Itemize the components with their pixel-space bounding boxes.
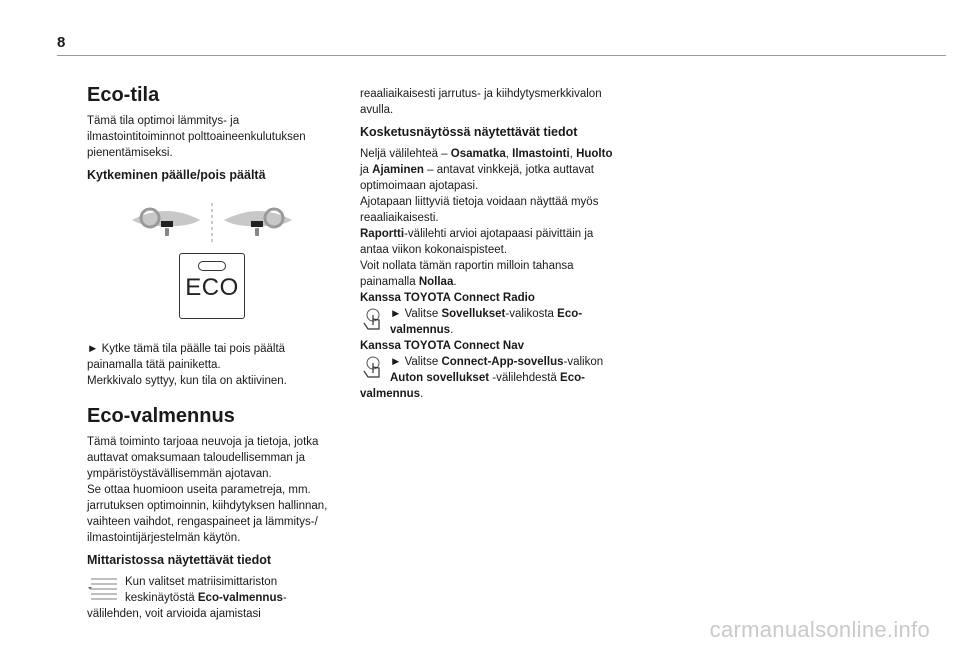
nav-step: ► Valitse Connect-App-sovellus-valikon Auton sovellukset -välilehdestä Eco-valmennus. bbox=[360, 356, 604, 400]
divider-dashed bbox=[210, 203, 214, 243]
radio-heading: Kanssa TOYOTA Connect Radio bbox=[360, 292, 535, 304]
left-column bbox=[87, 84, 337, 622]
steering-wheel-left-icon bbox=[130, 206, 202, 240]
reset-text: Voit nollata tämän raportin milloin tahansa painamalla Nollaa. bbox=[360, 260, 574, 288]
page-number: 8 bbox=[57, 34, 66, 51]
eco-step-text: ► Kytke tämä tila päälle tai pois päältä painamalla tätä painiketta. bbox=[87, 343, 286, 371]
report-text: Raportti-välilehti arvioi ajotapaasi päivittäin ja antaa viikon kokonaispisteet. bbox=[360, 228, 594, 256]
touch-finger-icon bbox=[360, 307, 384, 333]
eco-button-label: ECO bbox=[185, 274, 239, 301]
eco-indicator-text: Merkkivalo syttyy, kun tila on aktiivinen. bbox=[87, 375, 287, 387]
step-arrow-icon: ► bbox=[87, 343, 99, 355]
history-text: Ajotapaan liittyviä tietoja voidaan näyttää myös reaaliaikaisesti. bbox=[360, 196, 599, 224]
eco-button-illustration bbox=[87, 253, 337, 319]
eco-button-icon bbox=[179, 253, 245, 319]
switch-heading: Kytkeminen päälle/pois päältä bbox=[87, 168, 266, 182]
eco-coaching-title: Eco-valmennus bbox=[87, 405, 235, 427]
radio-step: ► Valitse Sovellukset-valikosta Eco-valmennus. bbox=[360, 306, 622, 338]
eco-mode-intro: Tämä tila optimoi lämmitys- ja ilmastointitoiminnot polttoaineenkulutuksen pienentämiseksi. bbox=[87, 115, 306, 159]
nav-arrow-icon: ► bbox=[390, 356, 402, 368]
continuation-text: reaaliaikaisesti jarrutus- ja kiihdytysmerkkivalon avulla. bbox=[360, 88, 602, 116]
steering-wheel-right-icon bbox=[222, 206, 294, 240]
steering-wheel-illustration bbox=[87, 203, 337, 243]
eco-mode-title: Eco-tila bbox=[87, 84, 160, 106]
right-column bbox=[360, 86, 622, 402]
cluster-heading: Mittaristossa näytettävät tiedot bbox=[87, 553, 272, 567]
eco-coaching-intro-1: Tämä toiminto tarjoaa neuvoja ja tietoja, jotka auttavat omaksumaan taloudellisemman ja ympäristöystävällisemmän ajotavan. bbox=[87, 436, 319, 480]
eco-coaching-intro-2: Se ottaa huomioon useita parametreja, mm. jarrutuksen optimoinnin, kiihdytyksen hallinnan, vaihteen vaihdot, rengaspaineet ja lämmitys-/ ilmastointijärjestelmän käytön. bbox=[87, 484, 328, 544]
header-rule bbox=[57, 55, 946, 56]
touch-finger-icon bbox=[360, 355, 384, 381]
eco-indicator-light bbox=[198, 261, 226, 271]
radio-arrow-icon: ► bbox=[390, 308, 402, 320]
tabs-text: Neljä välilehteä – Osamatka, Ilmastointi, Huolto ja Ajaminen – antavat vinkkejä, jotka auttavat optimoimaan ajotapasi. bbox=[360, 148, 613, 192]
watermark: carmanualsonline.info bbox=[709, 617, 930, 642]
nav-heading: Kanssa TOYOTA Connect Nav bbox=[360, 340, 525, 352]
instrument-cluster-icon bbox=[87, 575, 119, 603]
cluster-text: Kun valitset matriisimittariston keskinäytöstä Eco-valmennus-välilehden, voit arvioida ajamistasi bbox=[87, 576, 287, 620]
touchscreen-heading: Kosketusnäytössä näytettävät tiedot bbox=[360, 125, 578, 139]
